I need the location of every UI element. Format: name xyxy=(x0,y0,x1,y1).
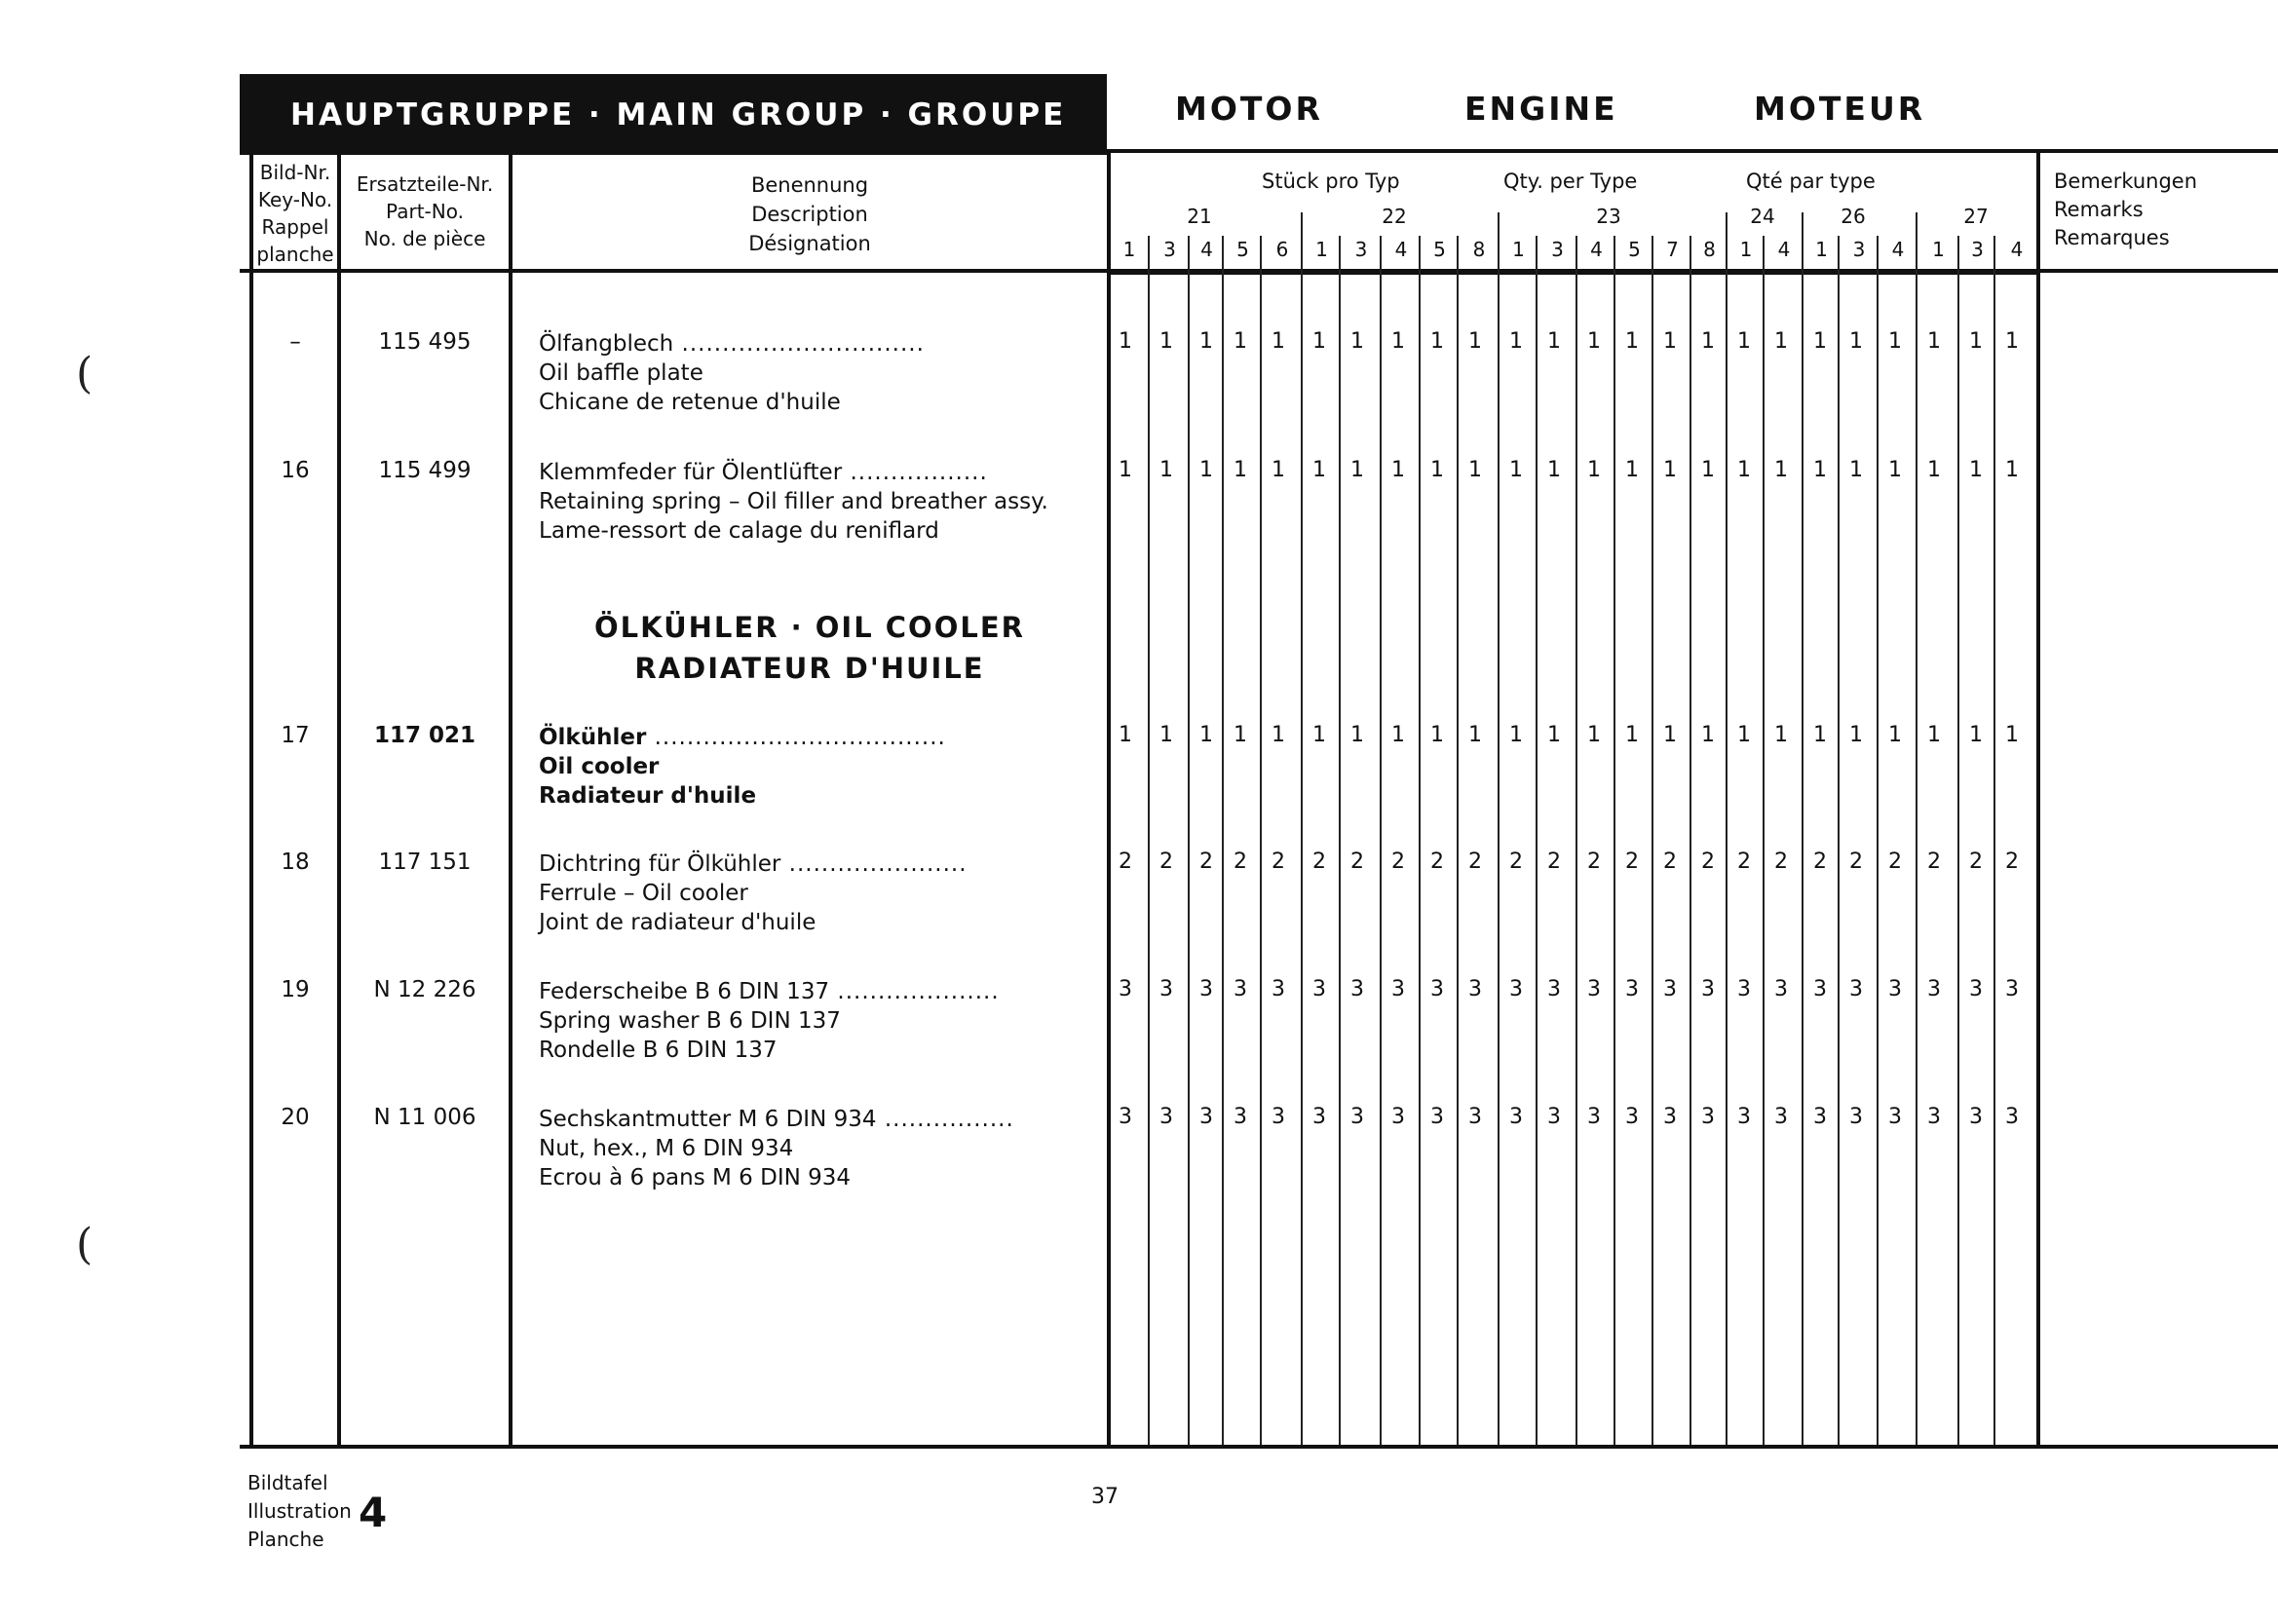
quantity-cell: 2 xyxy=(1927,850,1941,874)
quantity-column-line xyxy=(1148,236,1150,1445)
type-sub-number: 7 xyxy=(1666,238,1679,261)
binding-hole-mark: ( xyxy=(76,349,94,398)
quantity-cell: 1 xyxy=(1774,458,1788,482)
footer-label-en: Illustration xyxy=(247,1499,352,1523)
quantity-cell: 1 xyxy=(1813,458,1827,482)
key-no-header-en: Key-No. xyxy=(257,188,333,211)
quantity-column-line xyxy=(1614,236,1615,1445)
binding-hole-mark: ( xyxy=(76,1220,94,1269)
part-no-header-fr: No. de pièce xyxy=(363,227,486,250)
quantity-cell: 1 xyxy=(1701,458,1715,482)
type-sub-number: 3 xyxy=(1354,238,1368,261)
quantity-cell: 2 xyxy=(1625,850,1639,874)
type-sub-number: 5 xyxy=(1236,238,1249,261)
quantity-cell: 1 xyxy=(1468,458,1482,482)
quantity-cell: 3 xyxy=(1663,977,1677,1001)
quantity-cell: 1 xyxy=(1199,458,1213,482)
key-no-header-de: Bild-Nr. xyxy=(259,161,331,184)
quantity-cell: 2 xyxy=(1391,850,1405,874)
quantity-column-line xyxy=(1957,236,1959,1445)
description-en: Ferrule – Oil cooler xyxy=(539,881,748,906)
quantity-cell: 3 xyxy=(1849,977,1863,1001)
type-group-27: 27 xyxy=(1963,205,1989,228)
quantity-cell: 1 xyxy=(1391,723,1405,747)
qty-header-de: Stück pro Typ xyxy=(1262,170,1400,193)
page-number: 37 xyxy=(1091,1485,1119,1509)
description-fr: Joint de radiateur d'huile xyxy=(539,910,816,935)
quantity-cell: 3 xyxy=(1430,977,1444,1001)
subsection-heading xyxy=(513,607,1107,689)
part-no-header-en: Part-No. xyxy=(386,200,464,223)
quantity-column-line xyxy=(1457,236,1459,1445)
quantity-cell: 3 xyxy=(1159,977,1173,1001)
quantity-cell: 1 xyxy=(1701,329,1715,354)
quantity-cell: 3 xyxy=(1587,1105,1601,1129)
quantity-cell: 1 xyxy=(1888,329,1902,354)
quantity-cell: 1 xyxy=(2005,723,2019,747)
quantity-cell: 1 xyxy=(1663,723,1677,747)
quantity-cell: 1 xyxy=(1625,329,1639,354)
description-en: Retaining spring – Oil filler and breather assy. xyxy=(539,489,1048,514)
quantity-cell: 2 xyxy=(1774,850,1788,874)
type-sub-number: 1 xyxy=(1122,238,1136,261)
remarks-header-en: Remarks xyxy=(2054,198,2144,221)
quantity-cell: 3 xyxy=(1391,977,1405,1001)
quantity-column-line xyxy=(1301,236,1303,1445)
type-group-23: 23 xyxy=(1596,205,1621,228)
quantity-cell: 1 xyxy=(1234,458,1247,482)
quantity-column-line xyxy=(1690,236,1691,1445)
section-title-en: ENGINE xyxy=(1464,90,1618,128)
key-no-cell: – xyxy=(289,329,301,355)
type-sub-number: 3 xyxy=(1551,238,1564,261)
type-sub-number: 1 xyxy=(1739,238,1753,261)
quantity-cell: 1 xyxy=(1587,458,1601,482)
quantity-cell: 2 xyxy=(1234,850,1247,874)
type-sub-number: 5 xyxy=(1628,238,1641,261)
description-header-en: Description xyxy=(751,203,868,226)
quantity-cell: 1 xyxy=(1430,723,1444,747)
quantity-cell: 1 xyxy=(1159,458,1173,482)
quantity-cell: 2 xyxy=(1350,850,1364,874)
key-no-cell: 19 xyxy=(281,977,310,1002)
quantity-cell: 1 xyxy=(1663,458,1677,482)
quantity-cell: 2 xyxy=(1888,850,1902,874)
description-cell xyxy=(539,850,968,937)
quantity-cell: 1 xyxy=(1969,723,1983,747)
type-sub-number: 1 xyxy=(1315,238,1328,261)
quantity-cell: 1 xyxy=(1969,458,1983,482)
quantity-cell: 1 xyxy=(1927,329,1941,354)
description-header-de: Benennung xyxy=(750,173,869,197)
quantity-cell: 1 xyxy=(1159,723,1173,747)
quantity-cell: 1 xyxy=(1774,329,1788,354)
quantity-cell: 1 xyxy=(1159,329,1173,354)
description-de: Sechskantmutter M 6 DIN 934 xyxy=(539,1107,877,1132)
quantity-cell: 1 xyxy=(1663,329,1677,354)
quantity-cell: 2 xyxy=(1663,850,1677,874)
quantity-column-line xyxy=(1536,236,1538,1445)
part-no-header xyxy=(341,170,509,252)
type-sub-number: 3 xyxy=(1163,238,1176,261)
leader-dots: .................................... xyxy=(646,725,946,750)
quantity-cell: 3 xyxy=(1774,1105,1788,1129)
quantity-cell: 1 xyxy=(1272,723,1285,747)
quantity-cell: 3 xyxy=(1813,1105,1827,1129)
quantity-cell: 1 xyxy=(1737,723,1751,747)
quantity-column-line xyxy=(1576,236,1577,1445)
description-de: Federscheibe B 6 DIN 137 xyxy=(539,979,830,1004)
type-group-24: 24 xyxy=(1750,205,1775,228)
subsection-heading-line2: RADIATEUR D'HUILE xyxy=(634,652,985,685)
quantity-cell: 2 xyxy=(1468,850,1482,874)
table-bottom-rule xyxy=(240,1445,2278,1449)
description-cell xyxy=(539,458,1048,546)
quantity-cell: 2 xyxy=(1159,850,1173,874)
quantity-cell: 2 xyxy=(2005,850,2019,874)
header-top-rule xyxy=(240,149,2278,153)
part-no-cell: N 12 226 xyxy=(373,977,476,1002)
quantity-cell: 2 xyxy=(1312,850,1326,874)
quantity-cell: 1 xyxy=(1547,723,1561,747)
quantity-cell: 1 xyxy=(1234,329,1247,354)
description-cell xyxy=(539,1105,1014,1192)
quantity-cell: 1 xyxy=(1119,458,1132,482)
quantity-cell: 2 xyxy=(1813,850,1827,874)
quantity-cell: 1 xyxy=(1849,329,1863,354)
quantity-cell: 3 xyxy=(1969,977,1983,1001)
qty-header-fr: Qté par type xyxy=(1746,170,1876,193)
quantity-column-line xyxy=(1260,236,1262,1445)
quantity-cell: 1 xyxy=(1849,458,1863,482)
quantity-cell: 3 xyxy=(1272,977,1285,1001)
quantity-cell: 3 xyxy=(1159,1105,1173,1129)
quantity-cell: 2 xyxy=(1587,850,1601,874)
quantity-cell: 1 xyxy=(1350,458,1364,482)
quantity-cell: 1 xyxy=(1888,723,1902,747)
quantity-cell: 3 xyxy=(1430,1105,1444,1129)
plate-number: 4 xyxy=(359,1489,388,1536)
leader-dots: .............................. xyxy=(673,331,925,357)
type-sub-number: 8 xyxy=(1703,238,1716,261)
key-no-cell: 16 xyxy=(281,458,310,483)
header-bottom-rule-thin xyxy=(1107,273,2040,275)
description-fr: Chicane de retenue d'huile xyxy=(539,390,841,415)
quantity-cell: 3 xyxy=(1234,977,1247,1001)
description-en: Nut, hex., M 6 DIN 934 xyxy=(539,1136,794,1161)
quantity-cell: 3 xyxy=(1547,1105,1561,1129)
part-column-divider xyxy=(509,149,513,1449)
quantity-cell: 3 xyxy=(1272,1105,1285,1129)
quantity-cell: 1 xyxy=(1587,329,1601,354)
quantity-cell: 1 xyxy=(1272,329,1285,354)
description-en: Oil cooler xyxy=(539,754,660,779)
type-group-22: 22 xyxy=(1382,205,1407,228)
quantity-column-line xyxy=(1222,236,1224,1445)
quantity-cell: 1 xyxy=(1547,329,1561,354)
type-sub-number: 1 xyxy=(1932,238,1945,261)
quantity-cell: 1 xyxy=(2005,458,2019,482)
main-group-number: 1 xyxy=(1126,93,1153,136)
quantity-cell: 3 xyxy=(1509,1105,1523,1129)
quantity-cell: 3 xyxy=(1849,1105,1863,1129)
quantity-cell: 1 xyxy=(1849,723,1863,747)
quantity-cell: 1 xyxy=(1350,723,1364,747)
quantity-cell: 3 xyxy=(1199,1105,1213,1129)
leader-dots: ................ xyxy=(876,1107,1014,1132)
quantity-cell: 1 xyxy=(1547,458,1561,482)
quantity-cell: 1 xyxy=(1391,458,1405,482)
quantity-cell: 1 xyxy=(1969,329,1983,354)
quantity-cell: 1 xyxy=(1888,458,1902,482)
description-en: Oil baffle plate xyxy=(539,360,703,386)
remarks-header-fr: Remarques xyxy=(2054,226,2170,249)
quantity-cell: 3 xyxy=(1350,977,1364,1001)
quantity-column-line xyxy=(1380,236,1382,1445)
quantity-cell: 2 xyxy=(1737,850,1751,874)
quantity-column-line xyxy=(1802,236,1803,1445)
type-sub-number: 4 xyxy=(1891,238,1905,261)
footer-plate-labels xyxy=(247,1469,352,1554)
description-cell xyxy=(539,329,925,417)
remarks-column-divider xyxy=(2036,149,2040,1449)
quantity-cell: 1 xyxy=(1234,723,1247,747)
quantity-cell: 1 xyxy=(1119,723,1132,747)
description-cell xyxy=(539,977,1000,1065)
quantity-cell: 1 xyxy=(1509,458,1523,482)
quantity-cell: 3 xyxy=(1927,1105,1941,1129)
main-group-label: HAUPTGRUPPE · MAIN GROUP · GROUPE xyxy=(290,96,1067,132)
description-header-fr: Désignation xyxy=(748,232,871,255)
section-title-fr: MOTEUR xyxy=(1754,90,1926,128)
part-no-header-de: Ersatzteile-Nr. xyxy=(356,172,494,196)
quantity-column-line xyxy=(1652,236,1653,1445)
quantity-column-line xyxy=(1339,236,1341,1445)
key-no-header xyxy=(253,159,337,268)
quantity-cell: 3 xyxy=(1199,977,1213,1001)
quantity-cell: 3 xyxy=(1969,1105,1983,1129)
type-group-21: 21 xyxy=(1187,205,1212,228)
quantity-cell: 1 xyxy=(1625,723,1639,747)
quantity-cell: 3 xyxy=(1701,977,1715,1001)
quantity-cell: 2 xyxy=(1969,850,1983,874)
quantity-cell: 1 xyxy=(1350,329,1364,354)
description-fr: Ecrou à 6 pans M 6 DIN 934 xyxy=(539,1165,852,1190)
quantity-cell: 3 xyxy=(1312,977,1326,1001)
part-no-cell: 115 495 xyxy=(378,329,472,355)
quantity-cell: 1 xyxy=(1509,723,1523,747)
quantity-cell: 1 xyxy=(1737,458,1751,482)
quantity-cell: 2 xyxy=(1199,850,1213,874)
quantity-cell: 1 xyxy=(1199,329,1213,354)
quantity-cell: 1 xyxy=(1312,723,1326,747)
quantity-cell: 2 xyxy=(1119,850,1132,874)
type-sub-number: 5 xyxy=(1433,238,1446,261)
quantity-column-line xyxy=(1188,236,1190,1445)
quantity-cell: 1 xyxy=(1701,723,1715,747)
qty-header-en: Qty. per Type xyxy=(1503,170,1638,193)
quantity-cell: 3 xyxy=(2005,1105,2019,1129)
key-no-header-fr: Rappel xyxy=(261,215,329,239)
part-no-cell: 117 021 xyxy=(373,723,476,748)
quantity-cell: 1 xyxy=(1199,723,1213,747)
quantity-cell: 3 xyxy=(1509,977,1523,1001)
type-group-26: 26 xyxy=(1841,205,1866,228)
type-sub-number: 1 xyxy=(1815,238,1828,261)
quantity-cell: 3 xyxy=(1701,1105,1715,1129)
quantity-cell: 1 xyxy=(1813,723,1827,747)
leader-dots: ................. xyxy=(842,460,988,485)
quantity-cell: 1 xyxy=(1813,329,1827,354)
type-sub-number: 4 xyxy=(1590,238,1603,261)
quantity-cell: 3 xyxy=(1350,1105,1364,1129)
quantity-cell: 3 xyxy=(1119,977,1132,1001)
quantity-cell: 3 xyxy=(1737,1105,1751,1129)
type-sub-number: 4 xyxy=(2010,238,2024,261)
quantity-column-line xyxy=(1726,236,1727,1445)
quantity-cell: 3 xyxy=(1927,977,1941,1001)
description-header xyxy=(513,170,1107,258)
quantity-cell: 3 xyxy=(1547,977,1561,1001)
quantity-cell: 3 xyxy=(1587,977,1601,1001)
remarks-header xyxy=(2054,168,2197,252)
quantity-cell: 3 xyxy=(1888,1105,1902,1129)
leader-dots: .................... xyxy=(829,979,1000,1004)
quantity-cell: 1 xyxy=(1625,458,1639,482)
type-sub-number: 6 xyxy=(1275,238,1289,261)
quantity-cell: 1 xyxy=(1312,458,1326,482)
description-de: Ölkühler xyxy=(539,725,647,750)
key-no-cell: 20 xyxy=(281,1105,310,1130)
quantity-column-line xyxy=(1877,236,1879,1445)
key-no-cell: 17 xyxy=(281,723,310,748)
leader-dots: ...................... xyxy=(780,851,968,877)
type-sub-number: 1 xyxy=(1512,238,1525,261)
quantity-cell: 3 xyxy=(1663,1105,1677,1129)
part-no-cell: N 11 006 xyxy=(373,1105,476,1130)
description-de: Klemmfeder für Ölentlüfter xyxy=(539,460,843,485)
quantity-cell: 3 xyxy=(1391,1105,1405,1129)
description-fr: Rondelle B 6 DIN 137 xyxy=(539,1038,778,1063)
description-en: Spring washer B 6 DIN 137 xyxy=(539,1008,841,1034)
quantity-cell: 3 xyxy=(1813,977,1827,1001)
main-group-banner xyxy=(240,74,1153,155)
part-no-cell: 115 499 xyxy=(378,458,472,483)
type-sub-number: 3 xyxy=(1852,238,1866,261)
quantity-cell: 3 xyxy=(1234,1105,1247,1129)
quantity-cell: 2 xyxy=(1547,850,1561,874)
quantity-cell: 1 xyxy=(1430,329,1444,354)
quantity-cell: 1 xyxy=(1737,329,1751,354)
type-sub-number: 4 xyxy=(1394,238,1408,261)
quantity-cell: 2 xyxy=(1509,850,1523,874)
quantity-column-line xyxy=(1763,236,1765,1445)
quantity-cell: 1 xyxy=(1430,458,1444,482)
quantity-cell: 3 xyxy=(1468,977,1482,1001)
quantity-cell: 1 xyxy=(1391,329,1405,354)
type-sub-number: 3 xyxy=(1971,238,1984,261)
remarks-header-de: Bemerkungen xyxy=(2054,170,2198,193)
quantity-cell: 2 xyxy=(1701,850,1715,874)
footer-label-de: Bildtafel xyxy=(247,1471,328,1494)
quantity-column-line xyxy=(1916,236,1917,1445)
quantity-cell: 1 xyxy=(1509,329,1523,354)
type-sub-number: 8 xyxy=(1472,238,1486,261)
quantity-cell: 1 xyxy=(1587,723,1601,747)
quantity-cell: 1 xyxy=(2005,329,2019,354)
quantity-cell: 3 xyxy=(2005,977,2019,1001)
quantity-cell: 1 xyxy=(1468,723,1482,747)
quantity-cell: 1 xyxy=(1927,723,1941,747)
quantity-cell: 3 xyxy=(1625,1105,1639,1129)
quantity-cell: 2 xyxy=(1849,850,1863,874)
quantity-cell: 2 xyxy=(1430,850,1444,874)
quantity-cell: 1 xyxy=(1927,458,1941,482)
description-de: Ölfangblech xyxy=(539,331,674,357)
description-fr: Lame-ressort de calage du reniflard xyxy=(539,518,939,544)
quantity-column-line xyxy=(1838,236,1840,1445)
type-sub-number: 4 xyxy=(1200,238,1213,261)
quantity-column-line xyxy=(1993,236,1995,1445)
part-no-cell: 117 151 xyxy=(378,850,472,875)
quantity-cell: 2 xyxy=(1272,850,1285,874)
description-de: Dichtring für Ölkühler xyxy=(539,851,781,877)
description-fr: Radiateur d'huile xyxy=(539,783,757,809)
quantity-cell: 3 xyxy=(1888,977,1902,1001)
quantity-cell: 3 xyxy=(1737,977,1751,1001)
footer-label-fr: Planche xyxy=(247,1528,324,1551)
quantity-cell: 3 xyxy=(1625,977,1639,1001)
quantity-column-line xyxy=(1419,236,1421,1445)
quantity-cell: 3 xyxy=(1468,1105,1482,1129)
quantity-cell: 3 xyxy=(1119,1105,1132,1129)
quantity-column-line xyxy=(1498,236,1500,1445)
quantity-cell: 1 xyxy=(1468,329,1482,354)
subsection-heading-line1: ÖLKÜHLER · OIL COOLER xyxy=(594,611,1025,644)
quantity-cell: 1 xyxy=(1119,329,1132,354)
quantity-cell: 1 xyxy=(1774,723,1788,747)
description-column-divider xyxy=(1107,149,1111,1449)
quantity-cell: 3 xyxy=(1312,1105,1326,1129)
key-no-header-fr2: planche xyxy=(256,243,334,266)
description-cell xyxy=(539,723,946,811)
quantity-cell: 1 xyxy=(1272,458,1285,482)
type-sub-number: 4 xyxy=(1777,238,1791,261)
key-no-cell: 18 xyxy=(281,850,310,875)
quantity-cell: 3 xyxy=(1774,977,1788,1001)
section-title-de: MOTOR xyxy=(1175,90,1323,128)
quantity-cell: 1 xyxy=(1312,329,1326,354)
